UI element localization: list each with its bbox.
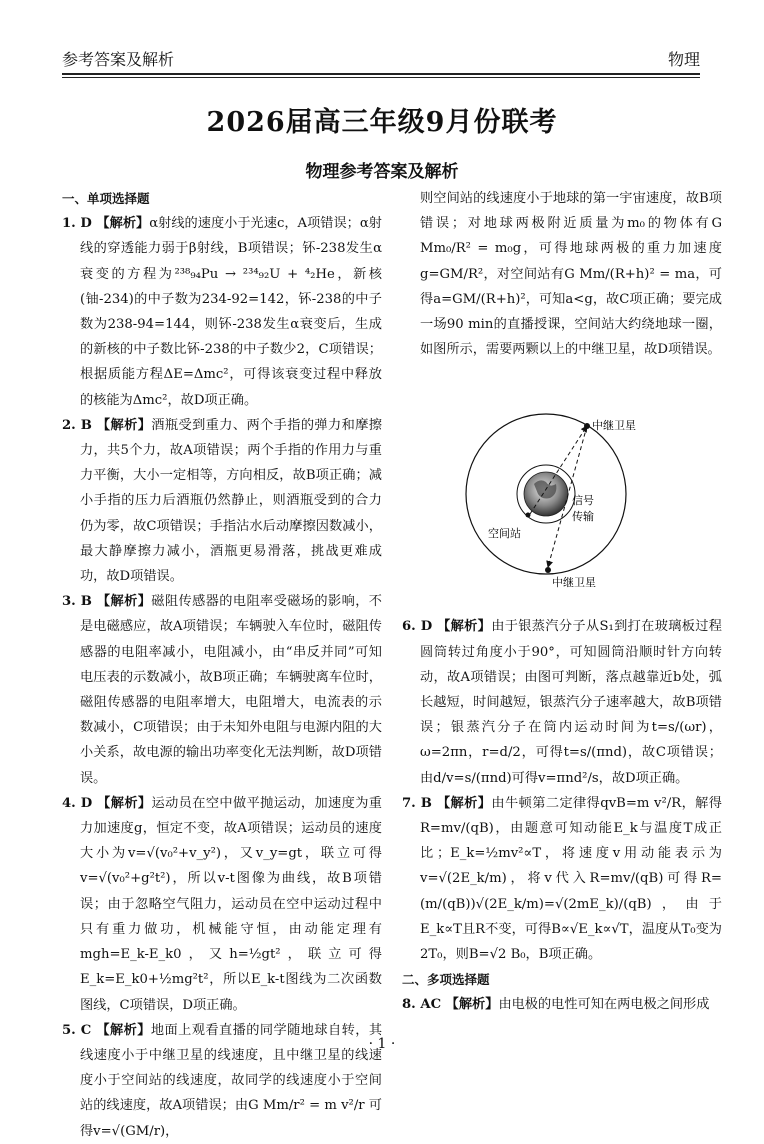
answer-item: 5. C 【解析】地面上观看直播的同学随地球自转，其线速度小于中继卫星的线速度，且中继卫星的线速度小于空间站的线速度，故同学的线速度小于空间站的线速度，故A项错误；由G Mm/r² = m v²/r 可得v=√(GM/r)， bbox=[62, 1022, 383, 1139]
answer-key: 2. B 【解析】 bbox=[62, 417, 152, 433]
label-relay-top: 中继卫星 bbox=[592, 419, 636, 433]
label-signal-2: 传输 bbox=[572, 510, 594, 524]
left-column bbox=[62, 186, 382, 1144]
answer-key: 3. B 【解析】 bbox=[62, 594, 152, 610]
answer-item: 3. B 【解析】磁阻传感器的电阻率受磁场的影响，不是电磁感应，故A项错误；车辆驶入车位时，磁阻传感器的电阻率减小，电阻减小，由“串反并同”可知电压表的示数减小，故B项正确；车辆驶离车位时，磁阻传感器的电阻率增大，电阻增大，电流表的示数减小，C项错误；由于未知外电阻与电源内阻的大小关系，故电源的输出功率变化无法判断，故D项错误。 bbox=[62, 594, 382, 786]
space-station-dot bbox=[526, 513, 531, 518]
orbit-figure bbox=[402, 364, 722, 614]
answer-item: 7. B 【解析】由牛顿第二定律得qvB=m v²/R，解得R=mv/(qB)，由题意可知动能E_k与温度T成正比；E_k=½mv²∝T，将速度v用动能表示为v=√(2E_k/m)，将v代入R=mv/(qB)可得R=(m/(qB))√(2E_k/m)=√(2mE_k)/(qB)，由于E_k∝T且R不变，可得B∝√E_k∝√T，温度从T₀变为2T₀，则B=√2 B₀，B项正确。 bbox=[402, 795, 722, 963]
answer-item: 6. D 【解析】由于银蒸汽分子从S₁到打在玻璃板过程圆筒转过角度小于90°，可知圆筒沿顺时针方向转动，故A项错误；由图可判断，落点越靠近b处，弧长越短，时间越短，银蒸汽分子速率越大，故B项错误；银蒸汽分子在筒内运动时间为t=s/(ωr)，ω=2πn，r=d/2，可得t=s/(πnd)，故C项错误；由d/v=s/(πnd)可得v=πnd²/s，故D项正确。 bbox=[402, 619, 722, 786]
right-column bbox=[402, 186, 722, 1018]
page-subtitle: 物理参考答案及解析 bbox=[305, 162, 459, 182]
header-left: 参考答案及解析 bbox=[62, 50, 175, 69]
header-right: 物理 bbox=[667, 50, 700, 69]
answer-key: 7. B 【解析】 bbox=[402, 795, 492, 811]
answer-item: 1. D 【解析】α射线的速度小于光速c，A项错误；α射线的穿透能力弱于β射线，B项错误；钚-238发生α衰变的方程为²³⁸₉₄Pu → ²³⁴₉₂U + ⁴₂He，新核(铀-234)的中子数为234-92=142，钚-238的中子数为238-94=144，则钚-238发生α衰变后，生成的新核的中子数比钚-238的中子数少2，C项错误；根据质能方程ΔE=Δmc²，可得该衰变过程中释放的核能为Δmc²，故D项正确。 bbox=[62, 216, 382, 408]
header-rule-thick bbox=[62, 73, 700, 75]
section-heading: 二、多项选择题 bbox=[402, 972, 490, 988]
label-station: 空间站 bbox=[488, 527, 521, 541]
answer-key: 1. D 【解析】 bbox=[62, 216, 150, 232]
answer-key: 5. C 【解析】 bbox=[62, 1022, 151, 1038]
label-relay-bottom: 中继卫星 bbox=[552, 576, 596, 590]
relay-satellite-top bbox=[584, 423, 590, 429]
answer-item: 8. AC 【解析】由电极的电性可知在两电极之间形成 bbox=[402, 997, 710, 1013]
section-heading: 一、单项选择题 bbox=[62, 191, 150, 206]
page-title: 2026届高三年级9月份联考 bbox=[206, 107, 558, 138]
answer-item: 4. D 【解析】运动员在空中做平抛运动，加速度为重力加速度g，恒定不变，故A项错误；运动员的速度大小为v=√(v₀²+v_y²)，又v_y=gt，联立可得v=√(v₀²+g²t²)，所以v-t图像为曲线，故B项错误；由于忽略空气阻力，运动员在空中运动过程中只有重力做功，机械能守恒，由动能定理有mgh=E_k-E_k0，又h=½gt²，联立可得E_k=E_k0+½mg²t²，所以E_k-t图线为二次函数图线，C项错误，D项正确。 bbox=[62, 795, 382, 1013]
answer-item: 2. B 【解析】酒瓶受到重力、两个手指的弹力和摩擦力，共5个力，故A项错误；两个手指的作用力与重力平衡，大小一定相等，方向相反，故B项正确；减小手指的压力后酒瓶仍然静止，则酒瓶受到的合力仍为零，故C项错误；手指沾水后动摩擦因数减小，最大静摩擦力减小，酒瓶更易滑落，挑战更难成功，故D项错误。 bbox=[62, 417, 382, 585]
header-rule-thin bbox=[62, 77, 700, 78]
answer-key: 4. D 【解析】 bbox=[62, 795, 152, 811]
page-number: · 1 · bbox=[368, 1036, 396, 1052]
relay-satellite-bottom bbox=[545, 567, 551, 573]
answer-key: 6. D 【解析】 bbox=[402, 619, 492, 635]
page-header bbox=[62, 44, 700, 70]
answer-key: 8. AC 【解析】 bbox=[402, 997, 499, 1013]
label-signal-1: 信号 bbox=[572, 494, 594, 508]
answer-continuation: 则空间站的线速度小于地球的第一宇宙速度，故B项错误；对地球两极附近质量为m₀的物体有G Mm₀/R² = m₀g，可得地球两极的重力加速度g=GM/R²，对空间站有G Mm/(R+h)² = ma，可得a=GM/(R+h)²，可知a<g，故C项正确；要完成一场90 min的直播授课，空间站大约绕地球一圈，如图所示，需要两颗以上的中继卫星，故D项错误。 bbox=[420, 191, 722, 358]
